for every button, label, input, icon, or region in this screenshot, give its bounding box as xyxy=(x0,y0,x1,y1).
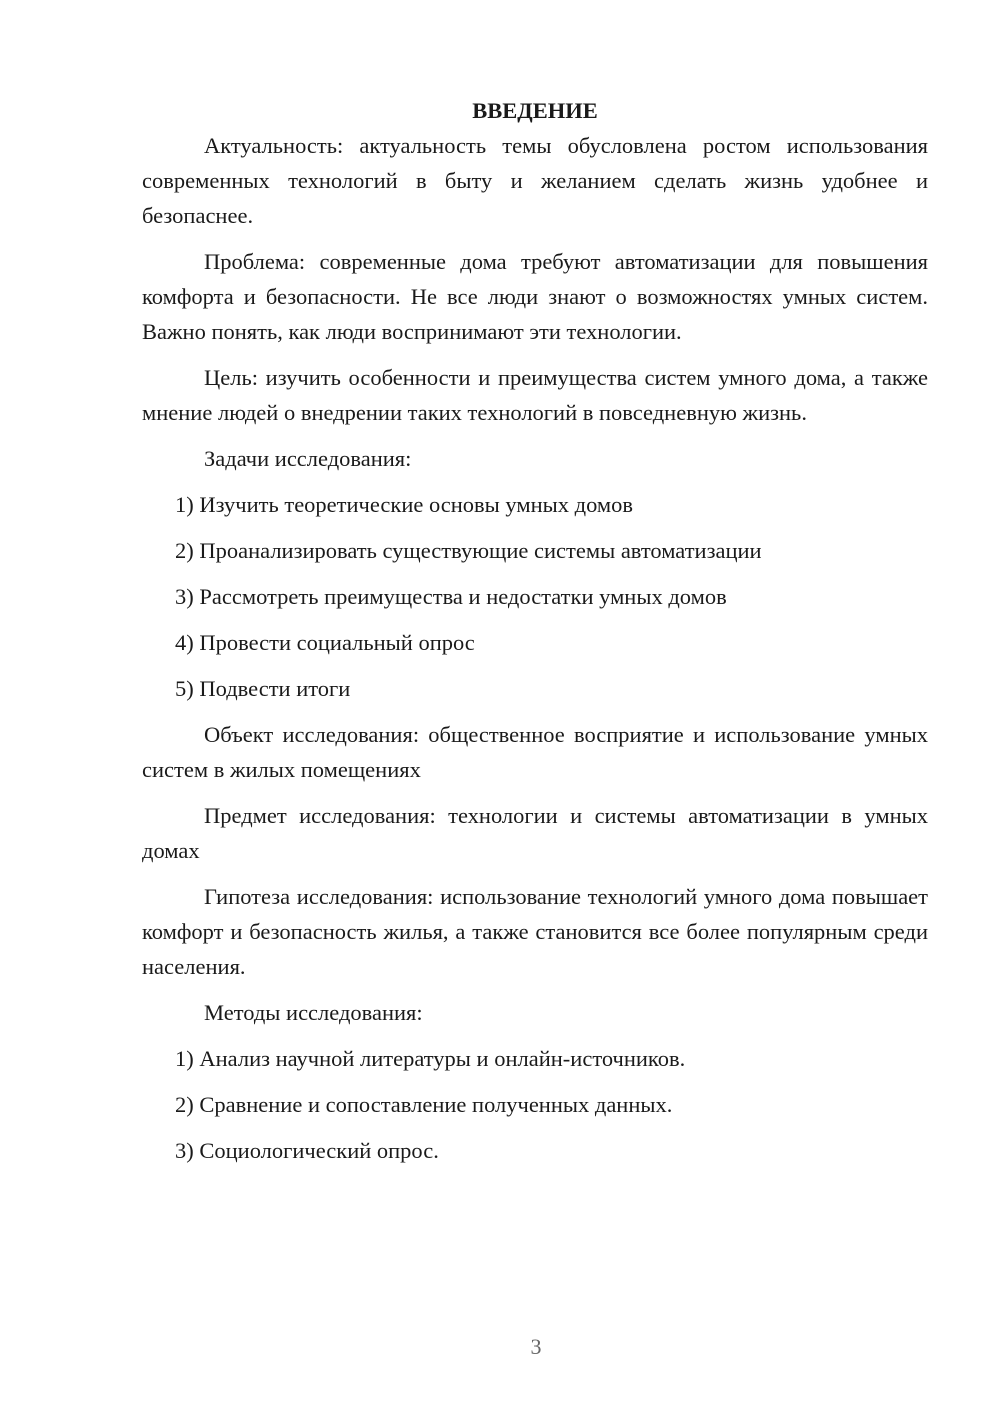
paragraph-object: Объект исследования: общественное восприятие и использование умных систем в жилых помещениях xyxy=(142,722,928,782)
list-item: 2) Проанализировать существующие системы автоматизации xyxy=(175,538,762,563)
tasks-list xyxy=(142,487,928,706)
paragraph-goal: Цель: изучить особенности и преимущества систем умного дома, а также мнение людей о внедрении таких технологий в повседневную жизнь. xyxy=(142,365,928,425)
list-item: 5) Подвести итоги xyxy=(175,676,351,701)
page-title: ВВЕДЕНИЕ xyxy=(472,98,598,123)
list-item: 3) Социологический опрос. xyxy=(175,1138,439,1163)
paragraph-hypothesis: Гипотеза исследования: использование технологий умного дома повышает комфорт и безопасность жилья, а также становится все более популярным среди населения. xyxy=(142,884,928,979)
list-item: 1) Изучить теоретические основы умных домов xyxy=(175,492,634,517)
tasks-heading: Задачи исследования: xyxy=(204,446,412,471)
methods-heading: Методы исследования: xyxy=(204,1000,423,1025)
page-content xyxy=(142,94,928,1179)
methods-list xyxy=(142,1041,928,1168)
paragraph-relevance: Актуальность: актуальность темы обусловлена ростом использования современных технологий в быту и желанием сделать жизнь удобнее и безопаснее. xyxy=(142,133,928,228)
list-item: 2) Сравнение и сопоставление полученных данных. xyxy=(175,1092,673,1117)
paragraph-subject: Предмет исследования: технологии и системы автоматизации в умных домах xyxy=(142,803,928,863)
paragraph-problem: Проблема: современные дома требуют автоматизации для повышения комфорта и безопасности. Не все люди знают о возможностях умных систем. Важно понять, как люди воспринимают эти технологии. xyxy=(142,249,928,344)
list-item: 4) Провести социальный опрос xyxy=(175,630,475,655)
page-number: 3 xyxy=(530,1334,542,1359)
list-item: 3) Рассмотреть преимущества и недостатки умных домов xyxy=(175,584,727,609)
list-item: 1) Анализ научной литературы и онлайн-источников. xyxy=(175,1046,686,1071)
